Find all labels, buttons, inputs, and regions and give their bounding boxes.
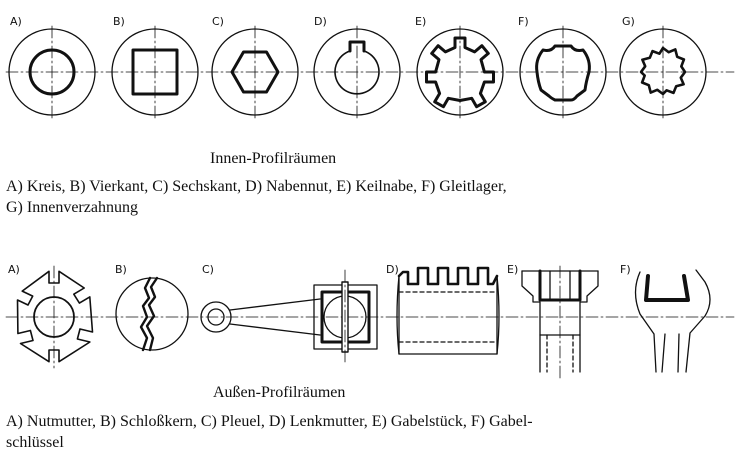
inner-label-c: C) [212, 15, 224, 28]
outer-d-lenkmutter-profile [397, 268, 499, 354]
outer-label-a: A) [8, 263, 20, 276]
inner-e-keilnabe-profile [417, 26, 503, 118]
inner-c-sechskant-profile [212, 26, 298, 118]
inner-label-f: F) [518, 15, 529, 28]
outer-label-f: F) [620, 263, 631, 276]
inner-b-vierkant-profile [112, 26, 198, 118]
outer-section-heading: Außen-Profilräumen [213, 384, 346, 401]
outer-f-gabelschluessel-profile [636, 270, 711, 372]
inner-caption-line2: G) Innenverzahnung [6, 199, 138, 216]
outer-label-e: E) [507, 263, 519, 276]
inner-label-e: E) [415, 15, 427, 28]
outer-b-schlosskern-profile [116, 278, 188, 350]
inner-caption-line1: A) Kreis, B) Vierkant, C) Sechskant, D) Nabennut, E) Keilnabe, F) Gleitlager, [6, 178, 507, 195]
outer-caption-line1: A) Nutmutter, B) Schloßkern, C) Pleuel, D) Lenkmutter, E) Gabelstück, F) Gabel- [6, 413, 533, 430]
outer-label-c: C) [202, 263, 214, 276]
outer-label-b: B) [115, 263, 127, 276]
outer-e-gabelstueck-profile [522, 266, 598, 378]
inner-label-g: G) [622, 15, 635, 28]
outer-caption-line2: schlüssel [6, 434, 64, 451]
inner-label-b: B) [113, 15, 125, 28]
inner-section-heading: Innen-Profilräumen [210, 150, 337, 167]
inner-label-d: D) [314, 15, 327, 28]
inner-label-a: A) [10, 15, 22, 28]
outer-label-d: D) [386, 263, 399, 276]
